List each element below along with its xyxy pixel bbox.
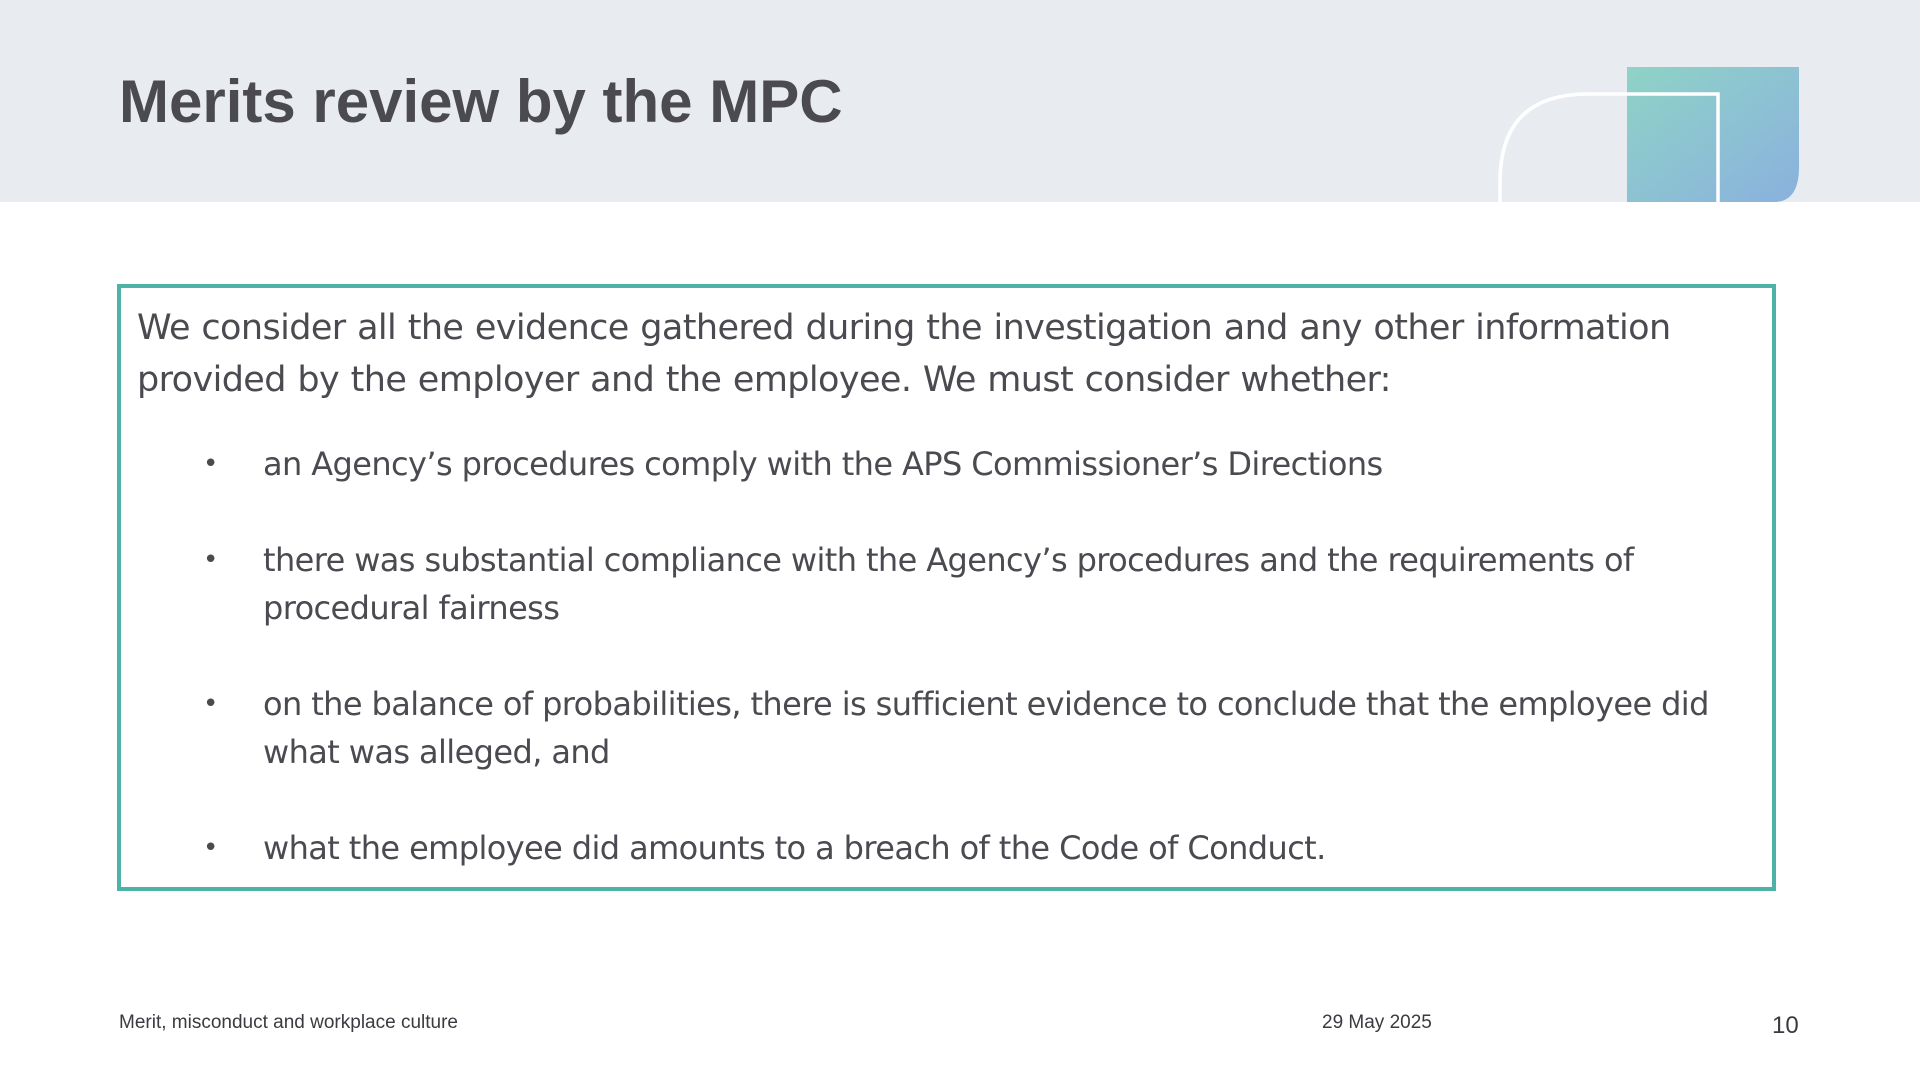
bullet-text: on the balance of probabilities, there is sufficient evidence to conclude that the employee did what was alleged, and xyxy=(263,685,1709,771)
bullet-icon: • xyxy=(203,833,218,863)
page-number: 10 xyxy=(1772,1012,1799,1039)
footer-date: 29 May 2025 xyxy=(1322,1012,1432,1033)
list-item xyxy=(137,440,1742,488)
bullet-list xyxy=(137,440,1742,872)
bullet-icon: • xyxy=(203,449,218,479)
bullet-text: what the employee did amounts to a breach of the Code of Conduct. xyxy=(263,829,1326,867)
intro-paragraph: We consider all the evidence gathered during the investigation and any other information provided by the employer and the employee. We must consider whether: xyxy=(137,308,1671,400)
bullet-icon: • xyxy=(203,689,218,719)
slide-title: Merits review by the MPC xyxy=(119,68,843,135)
list-item xyxy=(137,824,1742,872)
bullet-text: an Agency’s procedures comply with the APS Commissioner’s Directions xyxy=(263,445,1383,483)
footer-presentation-title: Merit, misconduct and workplace culture xyxy=(119,1012,458,1033)
list-item xyxy=(137,536,1742,632)
bullet-text: there was substantial compliance with the Agency’s procedures and the requirements of procedural fairness xyxy=(263,541,1634,627)
content-box xyxy=(117,284,1776,891)
decorative-graphic xyxy=(1490,60,1810,202)
list-item xyxy=(137,680,1742,776)
bullet-icon: • xyxy=(203,545,218,575)
